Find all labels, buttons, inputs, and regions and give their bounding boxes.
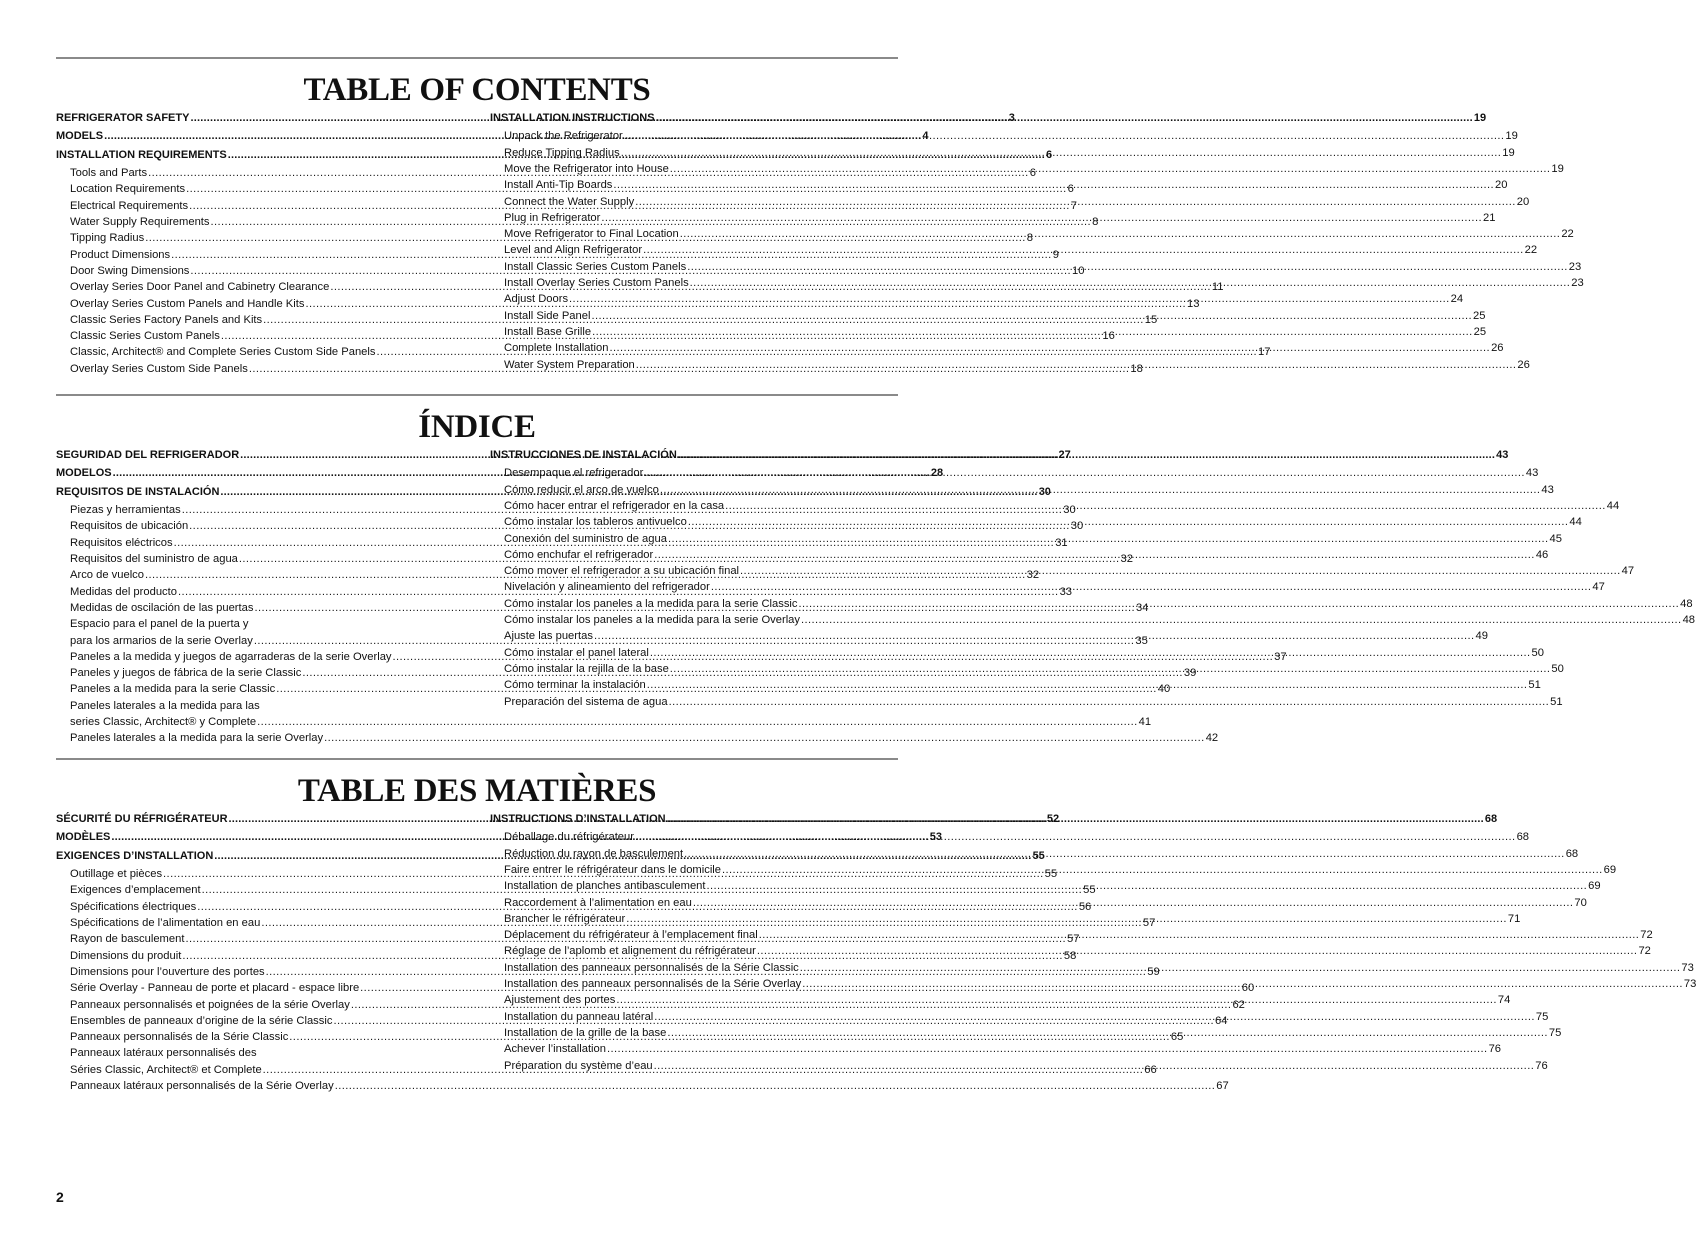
toc-entry-page: 11: [1211, 281, 1224, 294]
toc-entry-title: Réglage de l’aplomb et alignement du réfrigérateur: [504, 945, 756, 958]
toc-entry-page: 75: [1548, 1026, 1562, 1039]
toc-entry-title: Cómo mover el refrigerador a su ubicación final: [504, 565, 740, 578]
toc-entry[interactable]: [490, 128, 1518, 144]
toc-entry-page: 8: [1092, 216, 1099, 229]
dot-leader: [688, 514, 1569, 530]
toc-entry-title: Overlay Series Door Panel and Cabinetry Clearance: [70, 281, 330, 294]
toc-entry-page: 67: [1216, 1080, 1229, 1093]
dot-leader: [616, 992, 1497, 1008]
toc-entry-title: Level and Align Refrigerator: [504, 244, 643, 257]
toc-entry-title: Requisitos de ubicación: [70, 520, 189, 533]
toc-entry-page: 73: [1683, 978, 1696, 991]
dot-leader: [722, 862, 1603, 878]
toc-entry-page: 50: [1551, 662, 1564, 675]
toc-entry-page: 23: [1568, 260, 1582, 273]
dot-leader: [621, 145, 1502, 161]
toc-entry-title: Tools and Parts: [70, 167, 148, 180]
toc-entry-title: Classic Series Factory Panels and Kits: [70, 313, 263, 326]
toc-entry-page: 74: [1497, 994, 1511, 1007]
toc-entry[interactable]: [490, 210, 1496, 226]
dot-leader: [680, 226, 1561, 242]
toc-entry-title: Nivelación y alineamiento del refrigerador: [504, 581, 710, 594]
dot-leader: [607, 1041, 1488, 1057]
dot-leader: [650, 645, 1531, 661]
toc-entry-page: 22: [1561, 228, 1574, 241]
dot-leader: [660, 482, 1541, 498]
toc-entry-page: 48: [1680, 597, 1693, 610]
toc-entry-title: Dimensions du produit: [70, 949, 182, 962]
toc-entry-title: Installation de la grille de la base: [504, 1026, 667, 1039]
toc-entry-page: 42: [1205, 732, 1219, 745]
section-title: TABLE DES MATIÈRES: [297, 773, 657, 809]
toc-entry-page: 27: [1058, 449, 1071, 461]
toc-entry-title: Achever l’installation: [504, 1043, 606, 1056]
toc-entry-title: Ensembles de panneaux d’origine de la série Classic: [70, 1014, 333, 1027]
toc-entry-page: 30: [1038, 485, 1051, 498]
section-spanish-indice: [56, 394, 1696, 747]
toc-entry-title: Cómo enchufar el refrigerador: [504, 548, 654, 561]
toc-entry-title: Installation de planches antibasculement: [504, 880, 706, 893]
section-french-table-des-matieres: [56, 758, 1696, 1094]
dot-leader: [644, 465, 1525, 481]
toc-entry[interactable]: [490, 177, 1508, 193]
toc-entry-title: EXIGENCES D’INSTALLATION: [56, 849, 214, 862]
section-english-toc: [56, 57, 1584, 377]
toc-entry-title: Installation des panneaux personnalisés de la Série Overlay: [504, 978, 802, 991]
dot-leader: [707, 878, 1588, 894]
section-divider: [56, 394, 898, 396]
toc-entry-page: 43: [1496, 449, 1509, 461]
toc-entry-page: 50: [1531, 646, 1544, 659]
toc-entry-page: 43: [1525, 467, 1539, 480]
toc-entry-title: Location Requirements: [70, 183, 186, 196]
toc-entry-title: Spécifications de l’alimentation en eau: [70, 917, 261, 930]
dot-leader: [667, 811, 1484, 827]
dot-leader: [643, 242, 1524, 258]
toc-entry-page: 56: [1078, 900, 1092, 913]
dot-leader: [757, 943, 1638, 959]
toc-entry-title: Install Anti-Tip Boards: [504, 179, 613, 192]
toc-entry-title: Overlay Series Custom Panels and Handle Kits: [70, 297, 305, 310]
toc-entry-page: 19: [1505, 130, 1518, 143]
toc-entry-page: 41: [1138, 716, 1152, 729]
toc-entry-page: 8: [1026, 232, 1034, 245]
toc-entry-page: 47: [1621, 565, 1635, 578]
toc-entry-page: 18: [1130, 362, 1143, 375]
toc-entry[interactable]: [490, 194, 1530, 210]
dot-leader: [799, 596, 1680, 612]
toc-entry-title: Complete Installation: [504, 342, 609, 355]
toc-entry-page: 57: [1142, 917, 1156, 930]
toc-entry-page: 7: [1070, 199, 1077, 212]
toc-entry-title: Plug in Refrigerator: [504, 211, 601, 224]
toc-entry-page: 3: [1008, 112, 1015, 124]
toc-entry-page: 55: [1044, 868, 1058, 881]
toc-entry-title: INSTALLATION INSTRUCTIONS: [490, 112, 655, 124]
dot-leader: [800, 960, 1681, 976]
dot-leader: [678, 447, 1495, 463]
dot-leader: [740, 563, 1621, 579]
toc-entry[interactable]: [490, 612, 1696, 628]
dot-leader: [668, 531, 1549, 547]
toc-entry-page: 4: [922, 130, 929, 143]
toc-entry[interactable]: [490, 1041, 1502, 1057]
toc-entry-page: 19: [1502, 146, 1515, 159]
toc-entry-page: 35: [1135, 634, 1148, 647]
toc-entry-title: Reduce Tipping Radius: [504, 146, 620, 159]
toc-entry-title: Déplacement du réfrigérateur à l’emplacement final: [504, 929, 758, 942]
toc-entry-page: 66: [1144, 1063, 1157, 1076]
toc-entry-title: Preparación del sistema de agua: [504, 695, 668, 708]
toc-entry-page: 44: [1569, 516, 1582, 529]
toc-entry-title-line1: Panneaux latéraux personnalisés des: [70, 1047, 257, 1060]
toc-entry-title: Product Dimensions: [70, 248, 171, 261]
toc-entry-title: Tipping Radius: [70, 232, 145, 245]
toc-entry-page: 9: [1052, 248, 1059, 261]
toc-entry-title: Cómo terminar la instalación: [504, 679, 646, 692]
dot-leader: [687, 259, 1568, 275]
toc-entry-title: Panneaux personnalisés et poignées de la série Overlay: [70, 998, 350, 1011]
toc-entry-page: 20: [1516, 195, 1530, 208]
toc-entry-page: 32: [1120, 553, 1133, 566]
toc-entry-title: Move Refrigerator to Final Location: [504, 228, 679, 241]
toc-entry-title: Paneles y juegos de fábrica de la serie Classic: [70, 667, 302, 680]
toc-entry-title: Connect the Water Supply: [504, 195, 635, 208]
toc-entry-title: Brancher le réfrigérateur: [504, 912, 626, 925]
toc-entry-page: 6: [1046, 148, 1053, 161]
toc-entry-title: Série Overlay - Panneau de porte et placard - espace libre: [70, 982, 360, 995]
dot-leader: [656, 110, 1473, 126]
toc-entry-title: Exigences d’emplacement: [70, 884, 201, 897]
toc-entry-page: 55: [1032, 849, 1045, 862]
toc-entry-title: Cómo instalar el panel lateral: [504, 646, 649, 659]
toc-entry[interactable]: [490, 694, 1563, 710]
dot-leader: [693, 895, 1574, 911]
toc-entry-title: Préparation du système d’eau: [504, 1059, 653, 1072]
toc-entry-title: Installation des panneaux personnalisés de la Série Classic: [504, 961, 799, 974]
toc-entry-page: 15: [1144, 313, 1158, 326]
toc-entry-page: 69: [1603, 863, 1617, 876]
toc-entry-page: 40: [1157, 683, 1171, 696]
toc-entry-page: 65: [1170, 1031, 1184, 1044]
toc-entry-page: 26: [1491, 342, 1504, 355]
section-title: TABLE OF CONTENTS: [303, 72, 651, 108]
toc-entry-title: Rayon de basculement: [70, 933, 185, 946]
toc-entry-title: MODELS: [56, 130, 104, 143]
toc-entry-title: Arco de vuelco: [70, 569, 145, 582]
toc-entry-page: 62: [1232, 998, 1245, 1011]
toc-entry-page: 68: [1516, 831, 1530, 844]
toc-entry-title: Requisitos eléctricos: [70, 536, 173, 549]
toc-entry-title: Cómo instalar los paneles a la medida para la serie Classic: [504, 597, 798, 610]
toc-entry-page: 6: [1067, 183, 1074, 196]
toc-entry-page: 71: [1507, 912, 1521, 925]
toc-entry-title: Install Overlay Series Custom Panels: [504, 277, 689, 290]
dot-leader: [802, 976, 1683, 992]
toc-entry-title: Requisitos del suministro de agua: [70, 553, 238, 566]
dot-leader: [624, 128, 1505, 144]
toc-entry-title: Outillage et pièces: [70, 868, 163, 881]
toc-entry-title: Cómo reducir el arco de vuelco: [504, 483, 659, 496]
toc-entry-title: INSTALLATION REQUIREMENTS: [56, 148, 227, 161]
toc-entry-title: REFRIGERATOR SAFETY: [56, 112, 190, 124]
toc-entry-page: 51: [1528, 679, 1541, 692]
toc-entry-page: 47: [1592, 581, 1605, 594]
dot-leader: [684, 846, 1565, 862]
dot-leader: [594, 628, 1475, 644]
toc-entry-title: INSTRUCTIONS D’INSTALLATION: [490, 813, 666, 825]
toc-entry-page: 59: [1147, 965, 1160, 978]
toc-entry-title: Déballage du réfrigérateur: [504, 831, 634, 844]
toc-entry-page: 68: [1484, 813, 1498, 825]
toc-columns: [56, 110, 1584, 377]
toc-entry-title: Installation du panneau latéral: [504, 1010, 654, 1023]
toc-entry-title: Desempaque el refrigerador: [504, 467, 644, 480]
dot-leader: [636, 357, 1517, 373]
toc-entry-page: 21: [1482, 211, 1496, 224]
toc-entry-title: Move the Refrigerator into House: [504, 162, 669, 175]
toc-entry-row: [70, 714, 1152, 730]
toc-entry-page: 34: [1136, 601, 1149, 614]
toc-entry-title: series Classic, Architect® y Complete: [70, 716, 257, 729]
toc-entry-title: Raccordement à l’alimentation en eau: [504, 896, 692, 909]
dot-leader: [669, 694, 1550, 710]
toc-entry-page: 68: [1565, 847, 1579, 860]
toc-entry-title: SÉCURITÉ DU RÉFRIGÉRATEUR: [56, 813, 228, 825]
toc-columns: [56, 811, 1696, 1094]
toc-columns: [56, 447, 1696, 747]
toc-entry-title: Water Supply Requirements: [70, 216, 210, 229]
toc-entry-title: Cómo instalar la rejilla de la base: [504, 662, 669, 675]
section-divider: [56, 57, 898, 59]
toc-entry-title: Spécifications électriques: [70, 900, 197, 913]
toc-entry-title-line1: Paneles laterales a la medida para las: [70, 699, 260, 712]
toc-entry-title: Ajustement des portes: [504, 994, 616, 1007]
toc-entry-title: Medidas de oscilación de las puertas: [70, 601, 254, 614]
dot-leader: [670, 161, 1551, 177]
dot-leader: [725, 498, 1606, 514]
toc-entry-title: Paneles a la medida y juegos de agarraderas de la serie Overlay: [70, 650, 392, 663]
toc-entry-title: para los armarios de la serie Overlay: [70, 634, 253, 647]
toc-entry-title: Paneles laterales a la medida para la serie Overlay: [70, 732, 324, 745]
toc-entry[interactable]: [490, 161, 1564, 177]
toc-entry-title: Door Swing Dimensions: [70, 264, 190, 277]
toc-entry-title: Classic, Architect® and Complete Series Custom Side Panels: [70, 346, 376, 359]
toc-entry-page: 60: [1241, 982, 1255, 995]
toc-entry-title: Electrical Requirements: [70, 199, 189, 212]
dot-leader: [635, 829, 1516, 845]
toc-entry-title: Panneaux personnalisés de la Série Classic: [70, 1031, 289, 1044]
toc-entry-page: 53: [929, 831, 942, 844]
toc-entry-page: 19: [1551, 162, 1564, 175]
toc-entry-page: 72: [1640, 929, 1653, 942]
dot-leader: [654, 547, 1535, 563]
toc-entry-title: Medidas del producto: [70, 585, 177, 598]
toc-entry-title: Classic Series Custom Panels: [70, 330, 220, 343]
toc-entry-page: 46: [1535, 548, 1549, 561]
toc-entry[interactable]: [56, 730, 1219, 746]
toc-entry-page: 52: [1046, 813, 1060, 825]
toc-entry-title-line1: Espacio para el panel de la puerta y: [70, 618, 249, 631]
toc-entry-title: Install Classic Series Custom Panels: [504, 260, 687, 273]
toc-entry-page: 25: [1473, 325, 1487, 338]
toc-entry-page: 28: [930, 467, 944, 480]
toc-entry-page: 43: [1541, 483, 1554, 496]
toc-entry-title: Panneaux latéraux personnalisés de la Série Overlay: [70, 1080, 334, 1093]
dot-leader: [654, 1058, 1535, 1074]
toc-entry-page: 31: [1055, 536, 1068, 549]
section-divider: [56, 758, 898, 760]
toc-entry-page: 17: [1258, 346, 1271, 359]
toc-entry-title: Overlay Series Custom Side Panels: [70, 362, 248, 375]
toc-entry-page: 44: [1606, 499, 1620, 512]
dot-leader: [667, 1025, 1548, 1041]
toc-entry-page: 30: [1063, 504, 1076, 517]
toc-entry-title: Install Side Panel: [504, 309, 591, 322]
toc-entry-page: 22: [1524, 244, 1538, 257]
toc-entry-page: 58: [1063, 949, 1077, 962]
dot-leader: [690, 275, 1571, 291]
toc-entry-page: 16: [1102, 330, 1115, 343]
toc-entry-page: 76: [1535, 1059, 1548, 1072]
dot-leader: [591, 308, 1472, 324]
toc-entry-title: Paneles a la medida para la serie Classic: [70, 683, 276, 696]
toc-entry-title: REQUISITOS DE INSTALACIÓN: [56, 485, 220, 498]
toc-entry-title: Install Base Grille: [504, 325, 592, 338]
toc-entry-title: Cómo hacer entrar el refrigerador en la casa: [504, 499, 725, 512]
dot-leader: [601, 210, 1482, 226]
toc-entry-title: Unpack the Refrigerator: [504, 130, 623, 143]
dot-leader: [592, 324, 1473, 340]
dot-leader: [626, 911, 1507, 927]
toc-entry[interactable]: [56, 1078, 1229, 1094]
toc-entry[interactable]: [490, 242, 1538, 258]
toc-entry-page: 76: [1488, 1043, 1502, 1056]
dot-leader: [711, 579, 1592, 595]
toc-entry-page: 64: [1215, 1014, 1228, 1027]
toc-entry-page: 45: [1549, 532, 1562, 545]
toc-entry-page: 10: [1071, 264, 1085, 277]
toc-entry-title: Faire entrer le réfrigérateur dans le domicile: [504, 863, 722, 876]
dot-leader: [569, 291, 1450, 307]
toc-entry-title: Piezas y herramientas: [70, 504, 181, 517]
dot-leader: [654, 1009, 1535, 1025]
toc-entry-title: Cómo instalar los paneles a la medida para la serie Overlay: [504, 614, 800, 627]
toc-entry-page: 37: [1274, 650, 1287, 663]
toc-entry-page: 70: [1574, 896, 1587, 909]
toc-entry[interactable]: [490, 226, 1574, 242]
toc-entry-page: 20: [1494, 179, 1508, 192]
dot-leader: [609, 340, 1490, 356]
toc-entry-page: 25: [1473, 309, 1486, 322]
toc-entry-title: Cómo instalar los tableros antivuelco: [504, 516, 687, 529]
dot-leader: [801, 612, 1682, 628]
toc-entry-page: 6: [1029, 167, 1036, 180]
toc-entry-page: 75: [1535, 1010, 1549, 1023]
toc-entry-page: 57: [1067, 933, 1080, 946]
toc-entry-title: Dimensions pour l’ouverture des portes: [70, 965, 265, 978]
page-number: 2: [56, 1189, 64, 1205]
dot-leader: [613, 177, 1494, 193]
toc-entry-page: 51: [1550, 695, 1563, 708]
toc-entry-page: 69: [1588, 880, 1601, 893]
toc-entry-page: 32: [1026, 569, 1040, 582]
toc-entry-page: 13: [1187, 297, 1200, 310]
toc-entry-title: Séries Classic, Architect® et Complete: [70, 1063, 262, 1076]
dot-leader: [635, 194, 1516, 210]
toc-entry-page: 49: [1475, 630, 1488, 643]
toc-entry-title: Adjust Doors: [504, 293, 569, 306]
toc-entry-page: 72: [1638, 945, 1651, 958]
toc-entry-page: 24: [1450, 293, 1464, 306]
toc-entry-page: 33: [1059, 585, 1073, 598]
toc-entry-title: SEGURIDAD DEL REFRIGERADOR: [56, 449, 240, 461]
toc-entry-page: 55: [1083, 884, 1096, 897]
toc-entry-page: 39: [1183, 667, 1197, 680]
section-title: ÍNDICE: [418, 409, 536, 445]
toc-entry-page: 19: [1473, 112, 1487, 124]
toc-entry-title: Conexión del suministro de agua: [504, 532, 667, 545]
toc-entry-page: 48: [1682, 614, 1696, 627]
toc-entry-title: Water System Preparation: [504, 358, 635, 371]
toc-entry-page: 30: [1070, 520, 1084, 533]
dot-leader: [759, 927, 1640, 943]
toc-entry-title: INSTRUCCIONES DE INSTALACIÓN: [490, 449, 677, 461]
toc-entry-page: 26: [1517, 358, 1530, 371]
toc-entry-page: 23: [1571, 277, 1584, 290]
toc-entry-title: Ajuste las puertas: [504, 630, 593, 643]
dot-leader: [647, 677, 1528, 693]
toc-entry-page: 73: [1681, 961, 1694, 974]
dot-leader: [670, 661, 1551, 677]
toc-entry[interactable]: [490, 145, 1515, 161]
toc-entry-title: MODELOS: [56, 467, 112, 480]
toc-entry-title: Réduction du rayon de basculement: [504, 847, 684, 860]
toc-chapter[interactable]: [490, 110, 1487, 126]
toc-entry-title: MODÈLES: [56, 831, 111, 844]
